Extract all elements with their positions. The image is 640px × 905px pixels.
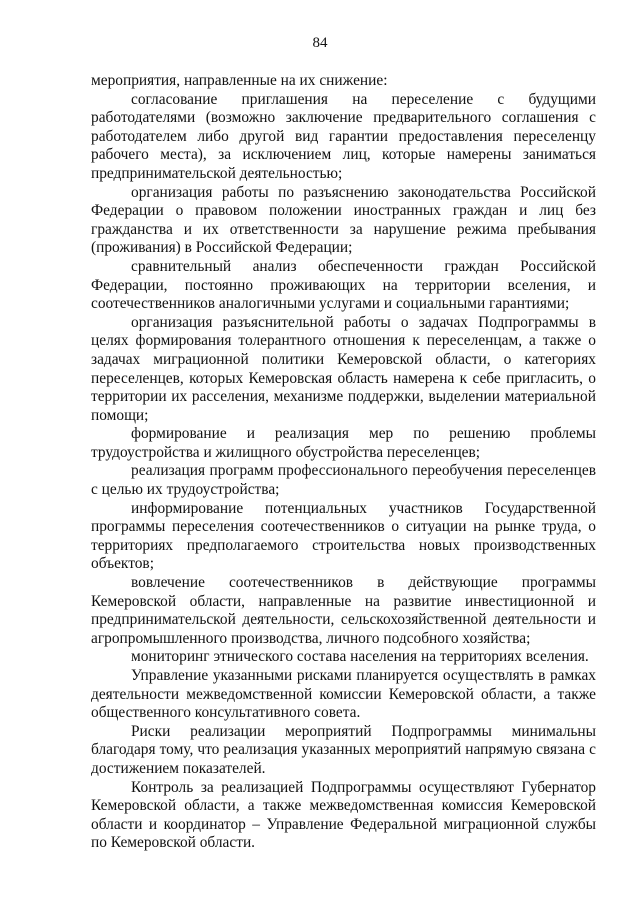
paragraph-comparative-analysis: сравнительный анализ обеспеченности граждан Российской Федерации, постоянно проживающих на территории вселения, и соотечественников аналогичными услугами и социальными гарантиями; <box>91 257 596 313</box>
page-number: 84 <box>312 35 328 51</box>
paragraph-risk-management: Управление указанными рисками планируется осуществлять в рамках деятельности межведомственной комиссии Кемеровской области, а также общественного консультативного совета. <box>91 667 596 722</box>
paragraph-monitoring: мониторинг этнического состава населения на территориях вселения. <box>131 648 589 666</box>
paragraph-informing: информирование потенциальных участников Государственной программы переселения соотечественников о ситуации на рынке труда, о территориях предполагаемого строительства новых производственных объектов; <box>91 499 596 573</box>
paragraph-involvement: вовлечение соотечественников в действующие программы Кемеровской области, направленные на развитие инвестиционной и предпринимательской деятельности, сельскохозяйственной деятельности и агропромышленного производства, личного подсобного хозяйства; <box>91 574 596 647</box>
paragraph-employment-housing: формирование и реализация мер по решению проблемы трудоустройства и жилищного обустройства переселенцев; <box>91 425 596 461</box>
paragraph-intro: мероприятия, направленные на их снижение: <box>91 72 388 89</box>
paragraph-invitation-agreement: согласование приглашения на переселение с будущими работодателями (возможно заключение предварительного соглашения с работодателем либо другой вид гарантии предоставления переселенцу рабочего места), за исключением лиц, которые намерены заниматься предпринимательской деятельностью; <box>91 90 596 182</box>
document-body <box>91 72 596 853</box>
paragraph-retraining: реализация программ профессионального переобучения переселенцев с целью их трудоустройства; <box>91 462 596 499</box>
paragraph-control: Контроль за реализацией Подпрограммы осуществляют Губернатор Кемеровской области, а также межведомственная комиссия Кемеровской области и координатор – Управление Федеральной миграционной службы по Кемеровской области. <box>91 778 596 852</box>
paragraph-minimal-risks: Риски реализации мероприятий Подпрограммы минимальны благодаря тому, что реализация указанных мероприятий напрямую связана с достижением показателей. <box>91 722 596 777</box>
paragraph-legislation-explanation: организация работы по разъяснению законодательства Российской Федерации о правовом положении иностранных граждан и лиц без гражданства и их ответственности за нарушение режима пребывания (проживания) в Российской Федерации; <box>91 183 596 257</box>
paragraph-outreach-work: организация разъяснительной работы о задачах Подпрограммы в целях формирования толерантного отношения к переселенцам, а также о задачах миграционной политики Кемеровской области, о категориях переселенцев, которых Кемеровская область намерена к себе пригласить, о территории их расселения, механизме поддержки, выделении материальной помощи; <box>91 313 596 424</box>
